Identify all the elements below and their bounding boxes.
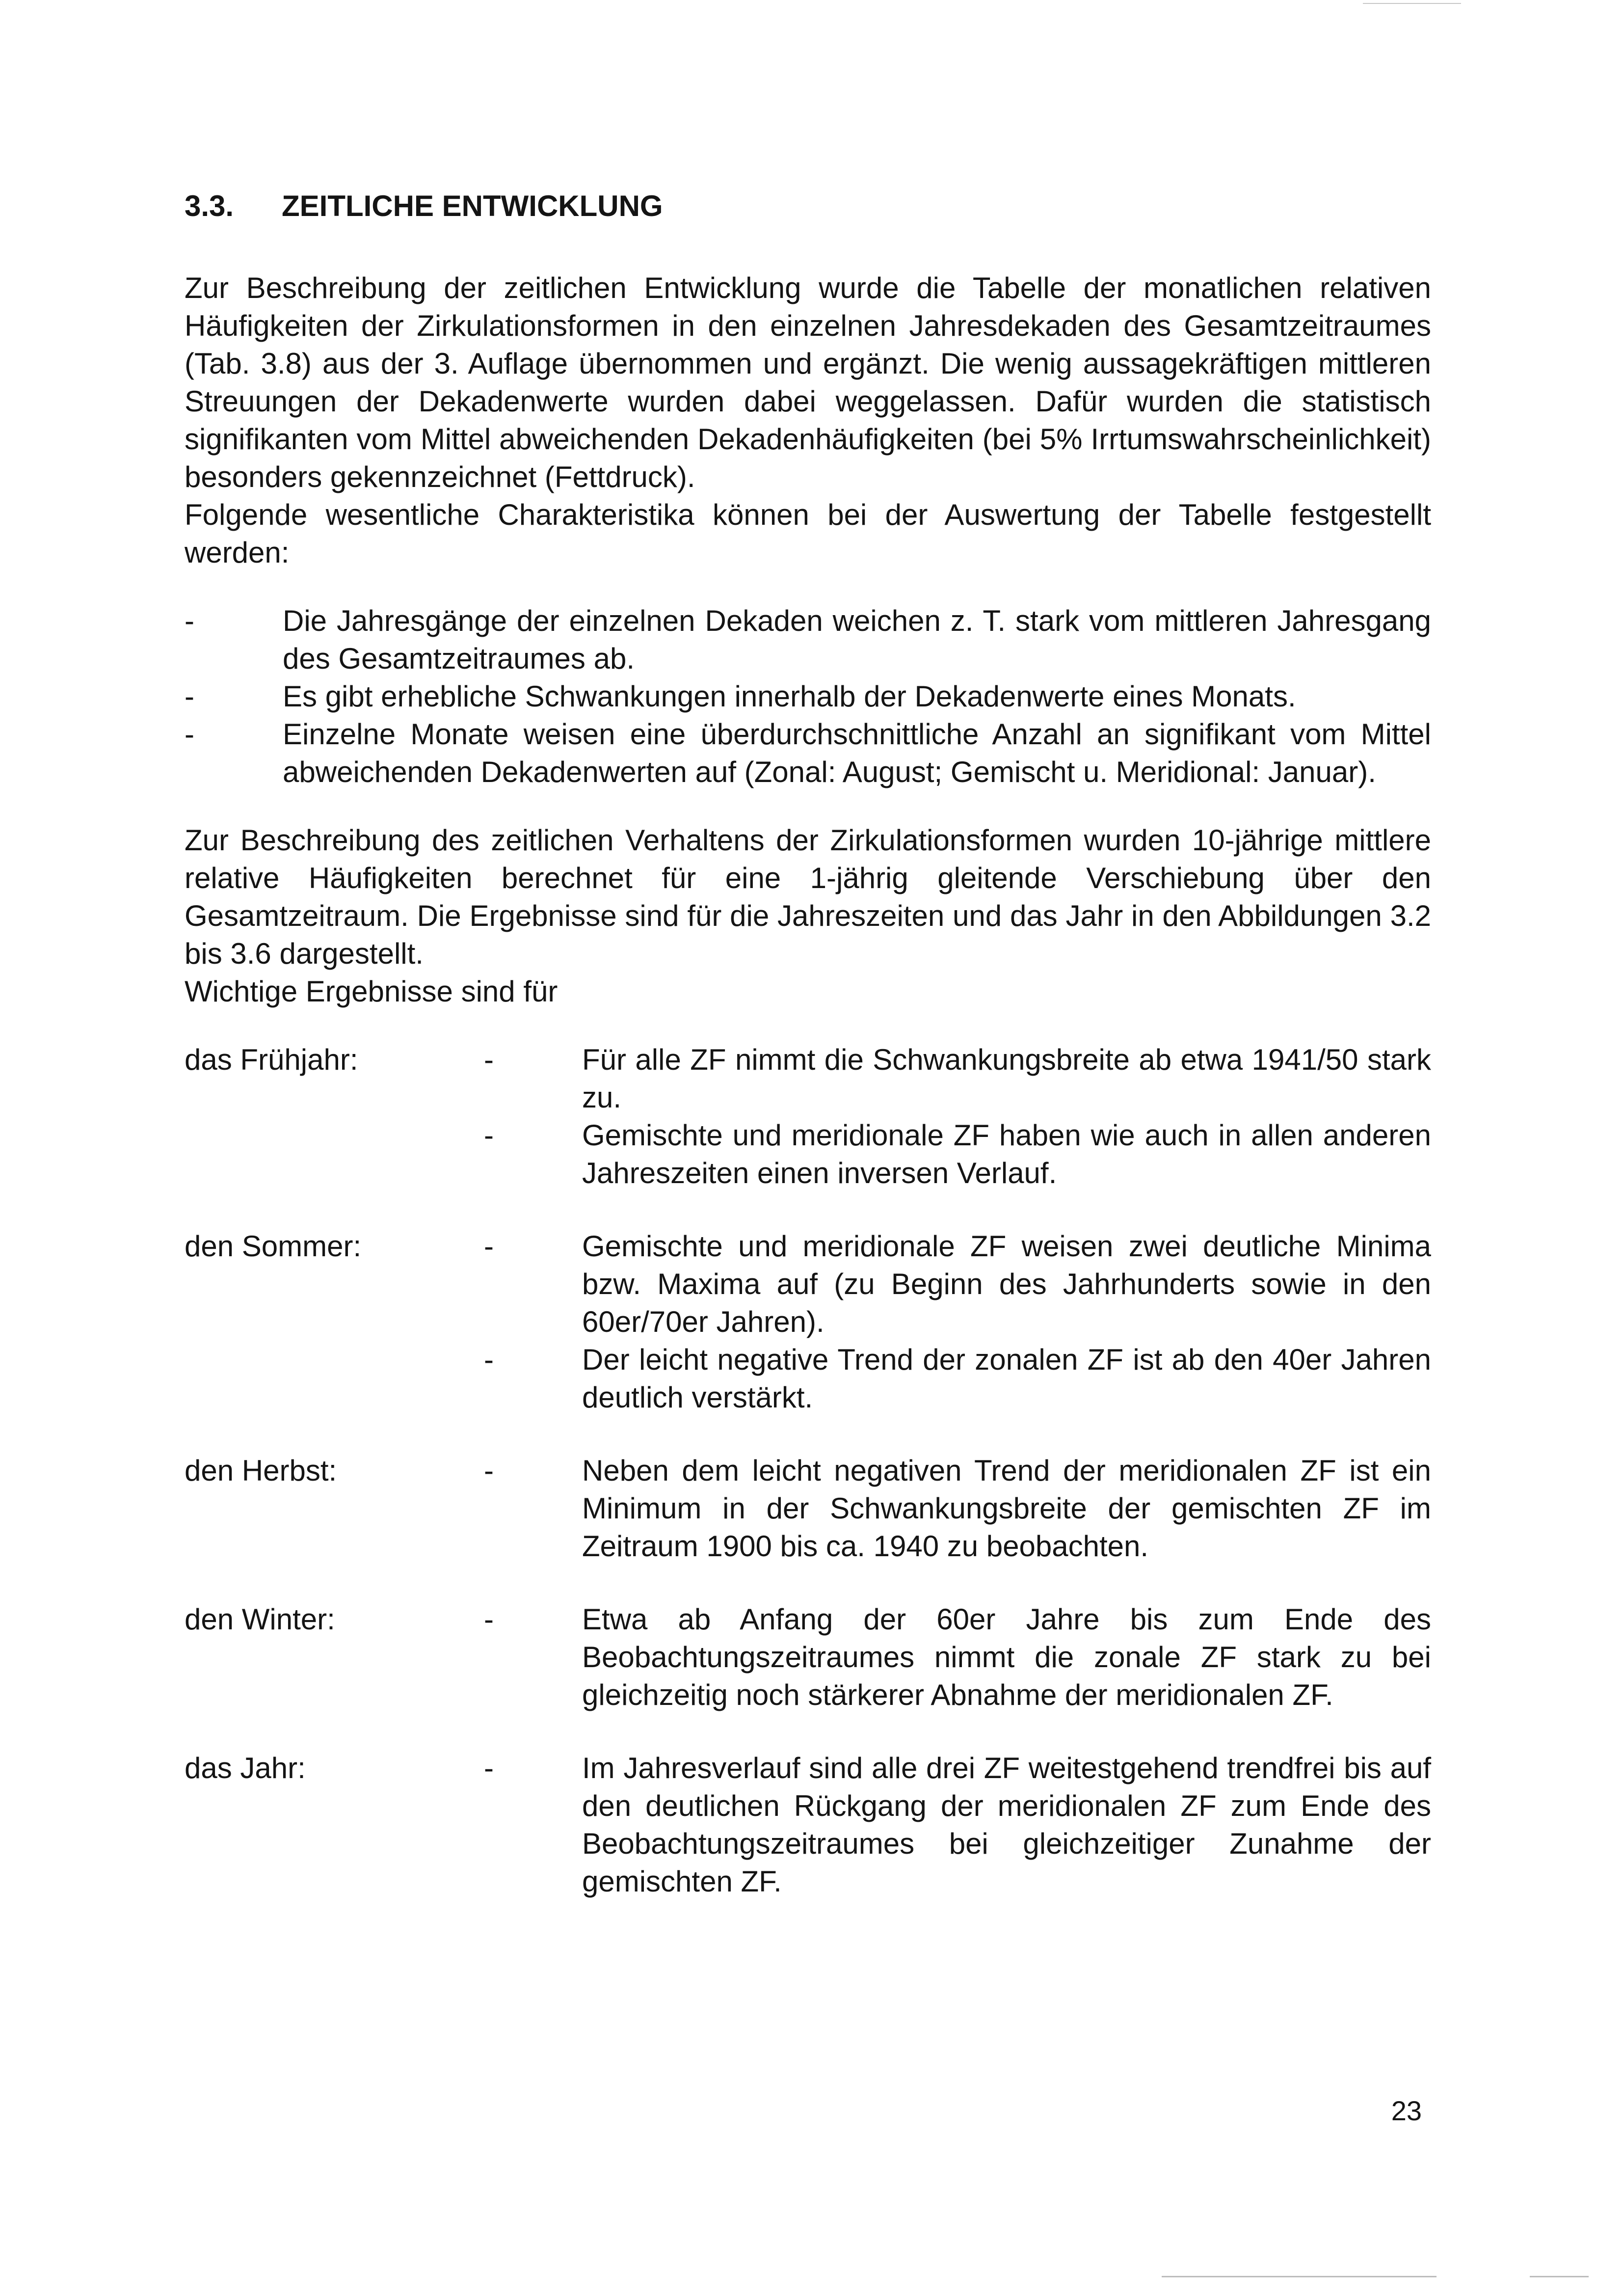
season-label: den Winter:	[185, 1603, 335, 1636]
section-title: ZEITLICHE ENTWICKLUNG	[282, 189, 663, 222]
season-item-text: Gemischte und meridionale ZF weisen zwei deutliche Minima bzw. Maxima auf (zu Beginn des Jahrhunderts sowie in den 60er/70er Jahren).	[582, 1230, 1431, 1338]
list-item-text: Die Jahresgänge der einzelnen Dekaden weichen z. T. stark vom mittleren Jahresgang des Gesamtzeitraumes ab.	[283, 604, 1431, 675]
bullet-dash: -	[484, 1454, 494, 1487]
season-item	[484, 1341, 1431, 1416]
season-item-text: Etwa ab Anfang der 60er Jahre bis zum Ende des Beobachtungszeitraumes nimmt die zonale ZF stark zu bei gleichzeitig noch stärkerer Abnahme der meridionalen ZF.	[582, 1603, 1431, 1711]
scan-artifact-line	[1530, 2276, 1589, 2277]
season-block-spring	[185, 1041, 1431, 1192]
intro-paragraph: Zur Beschreibung der zeitlichen Entwicklung wurde die Tabelle der monatlichen relativen Häufigkeiten der Zirkulationsformen in den einzelnen Jahresdekaden des Gesamtzeitraumes (Tab. 3.8) aus der 3. Auflage übernommen und ergänzt. Die wenig aussagekräftigen mittleren Streuungen der Dekadenwerte wurden dabei weggelassen. Dafür wurden die statistisch signifikanten vom Mittel abweichenden Dekadenhäufigkeiten (bei 5% Irrtumswahrscheinlichkeit) besonders gekennzeichnet (Fettdruck).	[185, 271, 1431, 493]
list-item	[185, 715, 1431, 791]
section-heading	[185, 187, 1431, 226]
results-intro: Wichtige Ergebnisse sind für	[185, 975, 558, 1008]
season-item-text: Für alle ZF nimmt die Schwankungsbreite ab etwa 1941/50 stark zu.	[582, 1043, 1431, 1114]
bullet-dash: -	[484, 1043, 494, 1076]
scan-artifact-line	[1363, 3, 1461, 4]
season-block-autumn	[185, 1452, 1431, 1565]
season-item-text: Gemischte und meridionale ZF haben wie auch in allen anderen Jahreszeiten einen inversen Verlauf.	[582, 1119, 1431, 1189]
scan-artifact-line	[1162, 2276, 1437, 2277]
bullet-dash: -	[484, 1752, 494, 1784]
list-item	[185, 677, 1431, 715]
season-item	[484, 1600, 1431, 1714]
bullet-dash: -	[185, 718, 194, 751]
season-item	[484, 1452, 1431, 1565]
season-block-summer	[185, 1227, 1431, 1416]
season-item	[484, 1116, 1431, 1192]
season-block-winter	[185, 1600, 1431, 1714]
intro-paragraph-2: Folgende wesentliche Charakteristika können bei der Auswertung der Tabelle festgestellt werden:	[185, 498, 1431, 569]
season-label: den Herbst:	[185, 1454, 337, 1487]
bullet-dash: -	[185, 604, 194, 637]
season-item	[484, 1749, 1431, 1900]
bullet-dash: -	[484, 1230, 494, 1263]
season-label: das Jahr:	[185, 1752, 306, 1784]
season-item	[484, 1041, 1431, 1116]
bullet-dash: -	[185, 680, 194, 713]
method-paragraph: Zur Beschreibung des zeitlichen Verhaltens der Zirkulationsformen wurden 10-jährige mittlere relative Häufigkeiten berechnet für eine 1-jährig gleitende Verschiebung über den Gesamtzeitraum. Die Ergebnisse sind für die Jahreszeiten und das Jahr in den Abbildungen 3.2 bis 3.6 dargestellt.	[185, 824, 1431, 970]
characteristics-list	[185, 602, 1431, 791]
bullet-dash: -	[484, 1603, 494, 1636]
season-label: den Sommer:	[185, 1230, 362, 1263]
season-item-text: Der leicht negative Trend der zonalen ZF ist ab den 40er Jahren deutlich verstärkt.	[582, 1343, 1431, 1414]
list-item-text: Einzelne Monate weisen eine überdurchschnittliche Anzahl an signifikant vom Mittel abweichenden Dekadenwerten auf (Zonal: August; Gemischt u. Meridional: Januar).	[283, 718, 1431, 788]
list-item	[185, 602, 1431, 677]
bullet-dash: -	[484, 1343, 494, 1376]
list-item-text: Es gibt erhebliche Schwankungen innerhalb der Dekadenwerte eines Monats.	[283, 680, 1296, 713]
season-item-text: Neben dem leicht negativen Trend der meridionalen ZF ist ein Minimum in der Schwankungsbreite der gemischten ZF im Zeitraum 1900 bis ca. 1940 zu beobachten.	[582, 1454, 1431, 1563]
season-block-year	[185, 1749, 1431, 1900]
page-content	[185, 187, 1431, 1900]
season-item-text: Im Jahresverlauf sind alle drei ZF weitestgehend trendfrei bis auf den deutlichen Rückgang der meridionalen ZF zum Ende des Beobachtungszeitraumes bei gleichzeitiger Zunahme der gemischten ZF.	[582, 1752, 1431, 1898]
season-label: das Frühjahr:	[185, 1043, 358, 1076]
bullet-dash: -	[484, 1119, 494, 1152]
section-number: 3.3.	[185, 189, 234, 222]
page-number: 23	[1391, 2095, 1422, 2126]
season-item	[484, 1227, 1431, 1341]
